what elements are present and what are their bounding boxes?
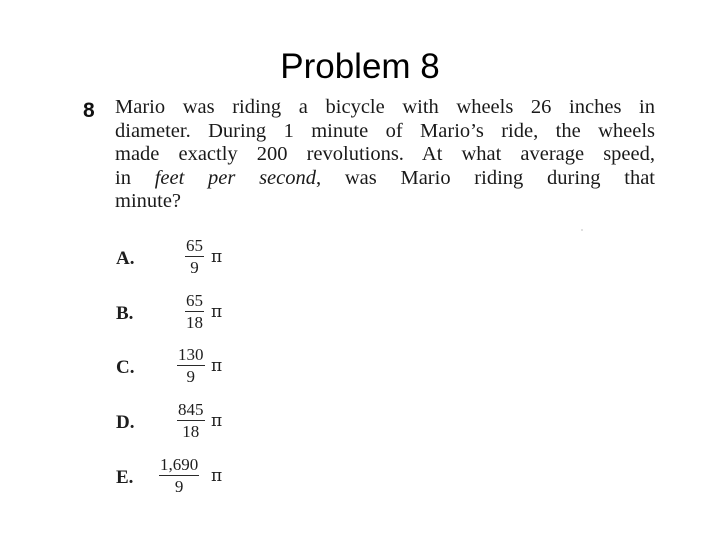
- pi-symbol: π: [211, 411, 223, 431]
- answer-choice-c[interactable]: [116, 345, 316, 397]
- slide-title: Problem 8: [280, 47, 440, 86]
- fraction: [159, 455, 199, 496]
- denominator: 18: [186, 313, 203, 332]
- problem-line-text: in: [115, 166, 131, 189]
- answer-choice-e[interactable]: [116, 455, 316, 507]
- choice-letter: B.: [116, 303, 134, 324]
- answer-choice-a[interactable]: [116, 236, 316, 288]
- fraction: [177, 345, 205, 386]
- problem-statement: [115, 96, 655, 214]
- answer-choice-d[interactable]: [116, 400, 316, 452]
- choice-letter: C.: [116, 357, 135, 378]
- problem-line: Mario was riding a bicycle with wheels 26 inches in: [115, 96, 655, 118]
- choice-letter: D.: [116, 412, 135, 433]
- scan-speck: [581, 229, 583, 231]
- units-italic: feet per second: [154, 166, 316, 189]
- denominator: 18: [182, 422, 200, 441]
- pi-symbol: π: [211, 356, 223, 376]
- pi-symbol: π: [211, 302, 223, 322]
- choice-letter: A.: [116, 248, 135, 269]
- problem-line: [115, 167, 655, 191]
- problem-line: made exactly 200 revolutions. At what average speed,: [115, 143, 655, 165]
- numerator: 130: [178, 345, 204, 364]
- problem-number: 8: [83, 99, 95, 122]
- numerator: 65: [186, 291, 203, 310]
- fraction: [177, 400, 205, 441]
- answer-choice-b[interactable]: [116, 291, 316, 343]
- problem-line: minute?: [115, 190, 182, 212]
- pi-symbol: π: [211, 466, 223, 486]
- problem-line-text: , was Mario riding during that: [316, 166, 655, 189]
- numerator: 65: [186, 236, 203, 255]
- problem-line: diameter. During 1 minute of Mario’s ride, the wheels: [115, 119, 655, 142]
- numerator: 1,690: [160, 455, 199, 474]
- numerator: 845: [178, 400, 204, 419]
- denominator: 9: [174, 477, 184, 496]
- denominator: 9: [190, 258, 199, 277]
- pi-symbol: π: [211, 247, 223, 267]
- denominator: 9: [186, 367, 195, 386]
- fraction: [185, 291, 204, 332]
- fraction: [185, 236, 204, 277]
- choice-letter: E.: [116, 467, 134, 488]
